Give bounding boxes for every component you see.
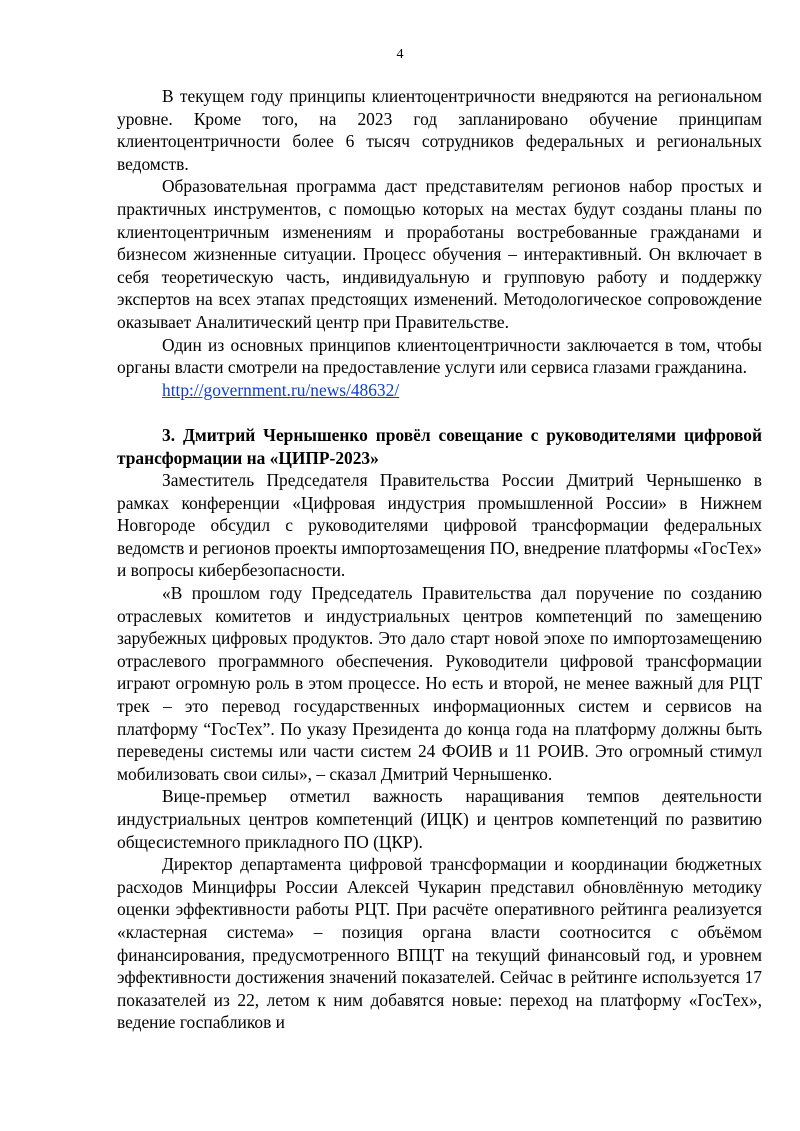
- paragraph: «В прошлом году Председатель Правительства дал поручение по созданию отраслевых комитетов и индустриальных центров компетенций по замещению зарубежных цифровых продуктов. Это дало старт новой эпохе по импортозамещению отраслевого программного обеспечения. Руководители цифровой трансформации играют огромную роль в этом процессе. Но есть и второй, не менее важный для РЦТ трек – это перевод государственных информационных систем и сервисов на платформу “ГосТех”. По указу Президента до конца года на платформу должны быть переведены системы или части систем 24 ФОИВ и 11 РОИВ. Это огромный стимул мобилизовать свои силы», – сказал Дмитрий Чернышенко.: [117, 583, 762, 784]
- source-link[interactable]: http://government.ru/news/48632/: [162, 379, 400, 400]
- paragraph: Образовательная программа даст представителям регионов набор простых и практичных инструментов, с помощью которых на местах будут созданы планы по клиентоцентричным изменениям и проработаны востребованные гражданами и бизнесом жизненные ситуации. Процесс обучения – интерактивный. Он включает в себя теоретическую часть, индивидуальную и групповую работу и поддержку экспертов на всех этапах предстоящих изменений. Методологическое сопровождение оказывает Аналитический центр при Правительстве.: [117, 176, 762, 332]
- page-number: 4: [396, 47, 404, 62]
- paragraph: Заместитель Председателя Правительства России Дмитрий Чернышенко в рамках конференции «Цифровая индустрия промышленной России» в Нижнем Новгороде обсудил с руководителями цифровой трансформации федеральных ведомств и регионов проекты импортозамещения ПО, внедрение платформы «ГосТех» и вопросы кибербезопасности.: [117, 470, 762, 581]
- section-heading: 3. Дмитрий Чернышенко провёл совещание с руководителями цифровой трансформации на «ЦИПР-2023»: [117, 424, 762, 468]
- paragraph: В текущем году принципы клиентоцентричности внедряются на региональном уровне. Кроме того, на 2023 год запланировано обучение принципам клиентоцентричности более 6 тысяч сотрудников федеральных и региональных ведомств.: [117, 86, 762, 174]
- source-link-line: [117, 379, 762, 402]
- paragraph: Один из основных принципов клиентоцентричности заключается в том, чтобы органы власти смотрели на предоставление услуги или сервиса глазами гражданина.: [117, 334, 762, 378]
- paragraph: Вице-премьер отметил важность наращивания темпов деятельности индустриальных центров компетенций (ИЦК) и центров компетенций по развитию общесистемного прикладного ПО (ЦКР).: [117, 786, 762, 852]
- paragraph: Директор департамента цифровой трансформации и координации бюджетных расходов Минцифры России Алексей Чукарин представил обновлённую методику оценки эффективности работы РЦТ. При расчёте оперативного рейтинга реализуется «кластерная система» – позиция органа власти соотносится с объёмом финансирования, предусмотренного ВПЦТ на текущий финансовый год, и уровнем эффективности достижения значений показателей. Сейчас в рейтинге используется 17 показателей из 22, летом к ним добавятся новые: переход на платформу «ГосТех», ведение госпабликов и: [117, 854, 762, 1033]
- document-body: [117, 85, 762, 1034]
- spacer: [117, 401, 762, 424]
